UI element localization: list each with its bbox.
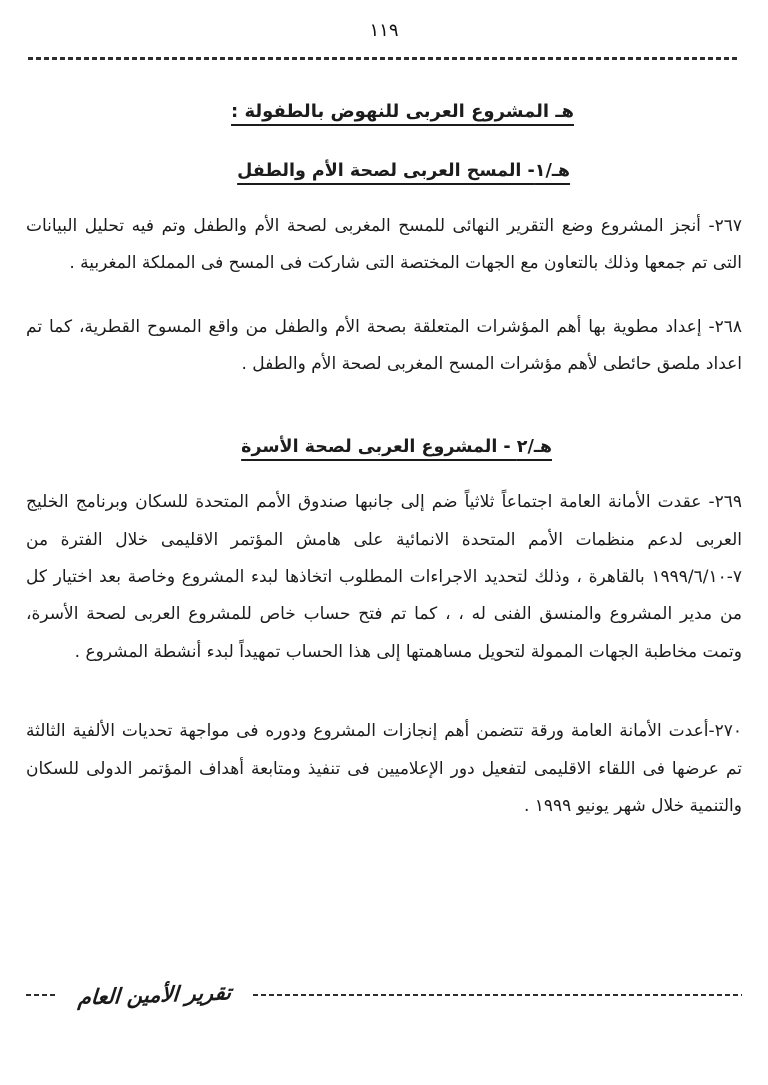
paragraph-269 bbox=[26, 484, 742, 671]
footer-divider-left bbox=[26, 994, 56, 996]
footer bbox=[26, 980, 742, 1010]
footer-signature: تقرير الأمين العام bbox=[77, 980, 233, 1010]
paragraph-268-number: ٢٦٨- bbox=[708, 316, 742, 337]
paragraph-268-text: إعداد مطوية بها أهم المؤشرات المتعلقة بصحة الأم والطفل من واقع المسوح القطرية، كما تم اعداد ملصق حائطى لأهم مؤشرات المسح المغربى لصحة الأم والطفل . bbox=[26, 316, 742, 375]
paragraph-269-text: عقدت الأمانة العامة اجتماعاً ثلاثياً ضم إلى جانبها صندوق الأمم المتحدة للسكان وبرنامج الخليج العربى لدعم منظمات الأمم المتحدة الانمائية على هامش المؤتمر الاقليمى خلال الفترة من ٧-١٩٩٩/٦/١٠ بالقاهرة ، وذلك لتحديد الاجراءات المطلوب اتخاذها لبدء المشروع وخاصة بعد اختيار كل من مدير المشروع والمنسق الفنى له ، ، كما تم فتح حساب خاص للمشروع العربى لصحة الأسرة، وتمت مخاطبة الجهات الممولة لتحويل مساهمتها إلى هذا الحساب تمهيداً لبدء أنشطة المشروع . bbox=[26, 492, 742, 662]
paragraph-268 bbox=[26, 309, 742, 384]
section-heading-child-advancement: هـ المشروع العربى للنهوض بالطفولة : bbox=[231, 101, 574, 122]
document-body bbox=[26, 86, 742, 851]
paragraph-270 bbox=[26, 713, 742, 825]
subsection-heading-mother-child-survey: هـ/١- المسح العربى لصحة الأم والطفل bbox=[237, 160, 570, 181]
top-divider bbox=[28, 57, 740, 60]
page-number: ١١٩ bbox=[369, 20, 399, 41]
footer-divider-right bbox=[253, 994, 742, 996]
paragraph-267 bbox=[26, 208, 742, 283]
paragraph-267-number: ٢٦٧- bbox=[708, 216, 742, 237]
paragraph-269-number: ٢٦٩- bbox=[708, 492, 742, 513]
paragraph-270-number: ٢٧٠- bbox=[708, 721, 742, 742]
subsection-heading-family-health-project: هـ/٢ - المشروع العربى لصحة الأسرة bbox=[241, 436, 552, 457]
paragraph-270-text: أعدت الأمانة العامة ورقة تتضمن أهم إنجازات المشروع ودوره فى مواجهة تحديات الألفية الثالثة تم عرضها فى اللقاء الاقليمى لتفعيل دور الإعلاميين فى تنفيذ ومتابعة أهداف المؤتمر الدولى للسكان والتنمية خلال شهر يونيو ١٩٩٩ . bbox=[26, 721, 742, 816]
paragraph-267-text: أنجز المشروع وضع التقرير النهائى للمسح المغربى لصحة الأم والطفل وتم فيه تحليل البيانات التى تم جمعها وذلك بالتعاون مع الجهات المختصة التى شاركت فى المسح فى المملكة المغربية . bbox=[26, 216, 742, 274]
